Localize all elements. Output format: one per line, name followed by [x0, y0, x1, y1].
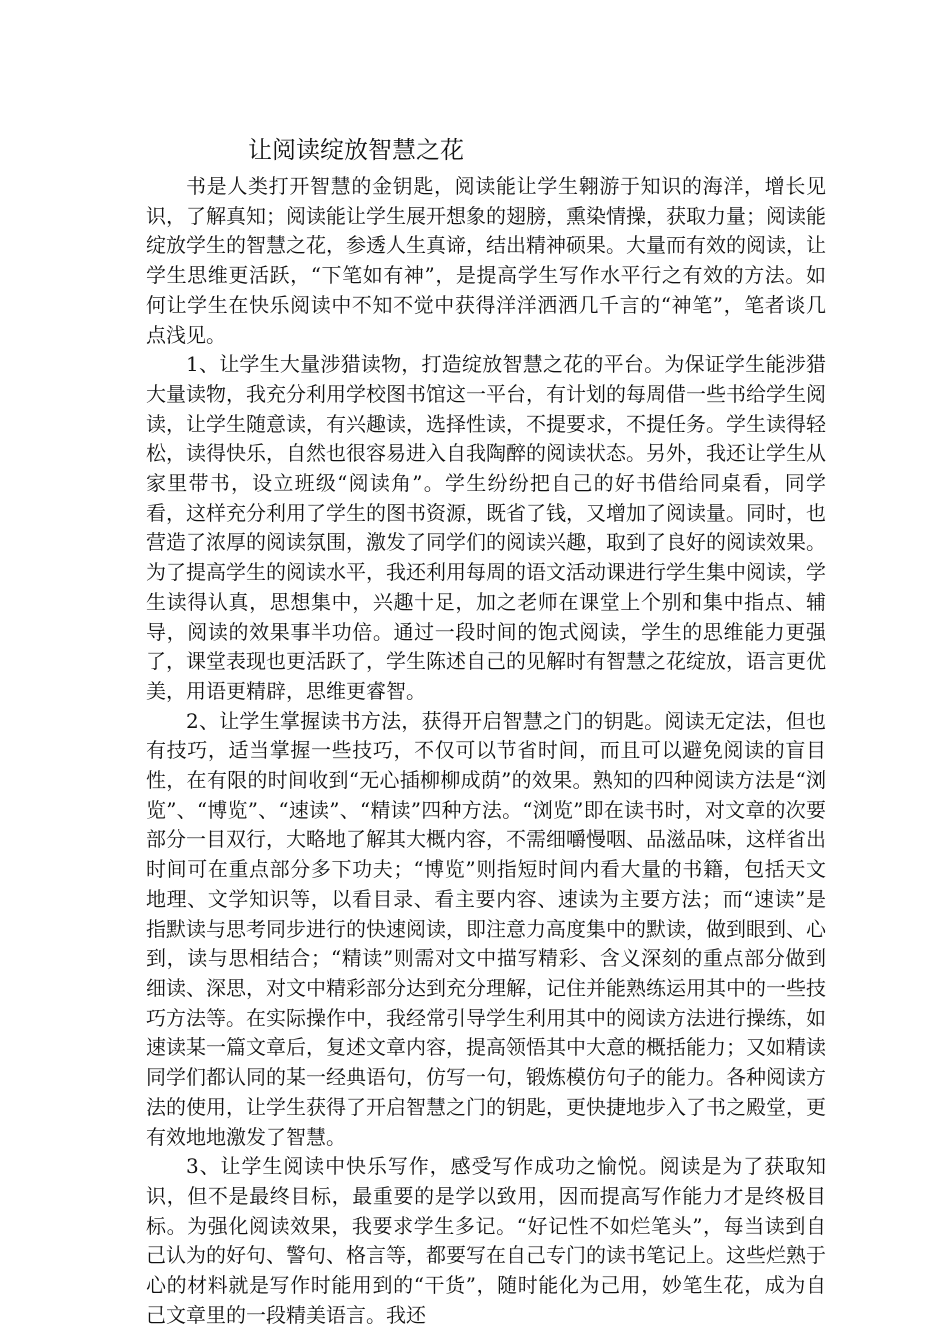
- paragraph-section-2: 2、让学生掌握读书方法，获得开启智慧之门的钥匙。阅读无定法，但也有技巧，适当掌握一些技巧，不仅可以节省时间，而且可以避免阅读的盲目性，在有限的时间收到“无心插柳柳成荫”的效果。熟知的四种阅读方法是“浏览”、“博览”、“速读”、“精读”四种方法。“浏览”即在读书时，对文章的次要部分一目双行，大略地了解其大概内容，不需细嚼慢咽、品滋品味，这样省出时间可在重点部分多下功夫；“博览”则指短时间内看大量的书籍，包括天文地理、文学知识等，以看目录、看主要内容、速读为主要方法；而“速读”是指默读与思考同步进行的快速阅读，即注意力高度集中的默读，做到眼到、心到，读与思相结合；“精读”则需对文中描写精彩、含义深刻的重点部分做到细读、深思，对文中精彩部分达到充分理解，记住并能熟练运用其中的一些技巧方法等。在实际操作中，我经常引导学生利用其中的阅读方法进行操练，如速读某一篇文章后，复述文章内容，提高领悟其中大意的概括能力；又如精读同学们都认同的某一经典语句，仿写一句，锻炼模仿句子的能力。各种阅读方法的使用，让学生获得了开启智慧之门的钥匙，更快捷地步入了书之殿堂，更有效地地激发了智慧。: [146, 708, 826, 1149]
- paragraph-section-3: 3、让学生阅读中快乐写作，感受写作成功之愉悦。阅读是为了获取知识，但不是最终目标，最重要的是学以致用，因而提高写作能力才是终极目标。为强化阅读效果，我要求学生多记。“好记性不如烂笔头”，每当读到自己认为的好句、警句、格言等，都要写在自己专门的读书笔记上。这些烂熟于心的材料就是写作时能用到的“干货”，随时能化为己用，妙笔生花，成为自己文章里的一段精美语言。我还: [146, 1154, 826, 1327]
- paragraph-intro: 书是人类打开智慧的金钥匙，阅读能让学生翱游于知识的海洋，增长见识，了解真知；阅读能让学生展开想象的翅膀，熏染情操，获取力量；阅读能绽放学生的智慧之花，参透人生真谛，结出精神硕果。大量而有效的阅读，让学生思维更活跃，“下笔如有神”，是提高学生写作水平行之有效的方法。如何让学生在快乐阅读中不知不觉中获得洋洋洒洒几千言的“神笔”，笔者谈几点浅见。: [146, 174, 826, 347]
- document-body: [146, 172, 826, 1330]
- document-title: 让阅读绽放智慧之花: [248, 136, 464, 164]
- paragraph-section-1: 1、让学生大量涉猎读物，打造绽放智慧之花的平台。为保证学生能涉猎大量读物，我充分利用学校图书馆这一平台，有计划的每周借一些书给学生阅读，让学生随意读，有兴趣读，选择性读，不提要求，不提任务。学生读得轻松，读得快乐，自然也很容易进入自我陶醉的阅读状态。另外，我还让学生从家里带书，设立班级“阅读角”。学生纷纷把自己的好书借给同桌看，同学看，这样充分利用了学生的图书资源，既省了钱，又增加了阅读量。同时，也营造了浓厚的阅读氛围，激发了同学们的阅读兴趣，取到了良好的阅读效果。为了提高学生的阅读水平，我还利用每周的语文活动课进行学生集中阅读，学生读得认真，思想集中，兴趣十足，加之老师在课堂上个别和集中指点、辅导，阅读的效果事半功倍。通过一段时间的饱式阅读，学生的思维能力更强了，课堂表现也更活跃了，学生陈述自己的见解时有智慧之花绽放，语言更优美，用语更精辟，思维更睿智。: [146, 352, 826, 703]
